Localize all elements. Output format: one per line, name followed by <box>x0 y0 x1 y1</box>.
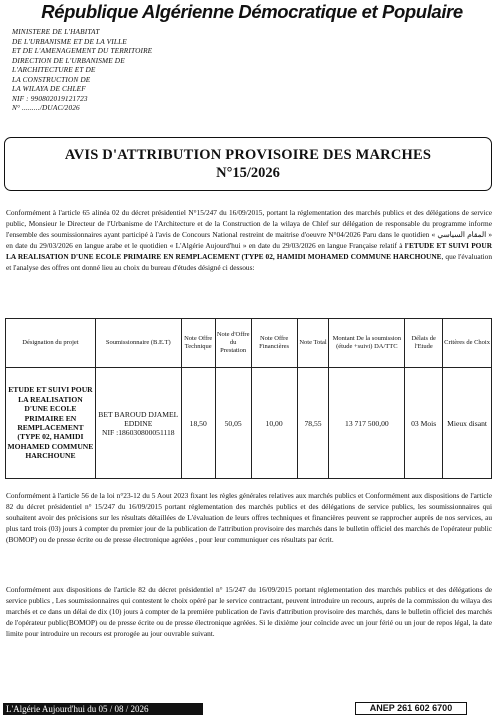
paragraph-recours <box>6 584 492 639</box>
bidder-name: BET BAROUD DJAMEL EDDINE <box>98 409 179 428</box>
header-criteres: Critères de Choix <box>443 319 492 368</box>
ministry-line: L'ARCHITECTURE ET DE <box>12 65 96 74</box>
header-note-total: Note Total <box>297 319 329 368</box>
header-bidder: Soumissionnaire (B.E.T) <box>95 319 181 368</box>
cell-delais: 03 Mois <box>405 368 443 479</box>
ministry-line: DIRECTION DE L'URBANISME DE <box>12 55 125 65</box>
cell-project: ETUDE ET SUIVI POUR LA REALISATION D'UNE ECOLE PRIMAIRE EN REMPLACEMENT (TYPE 02, HAMIDI MOHAMED COMMUNE HARCHOUNE <box>6 368 96 479</box>
cell-note-total: 78,55 <box>297 368 329 479</box>
table-header-row <box>6 319 492 368</box>
header-delais: Délais de l'Etude <box>405 319 443 368</box>
header-note-prestation: Note d'Offre du Prestation <box>215 319 251 368</box>
notice-title: AVIS D'ATTRIBUTION PROVISOIRE DES MARCHES <box>64 147 432 163</box>
header-note-technique: Note Offre Technique <box>181 319 215 368</box>
paragraph-precisions <box>6 490 492 545</box>
award-table <box>5 318 492 479</box>
ministry-block <box>12 27 252 113</box>
notice-number: N°15/2026 <box>216 165 280 181</box>
newspaper-date-banner: L'Algérie Aujourd'hui du 05 / 08 / 2026 <box>3 703 203 715</box>
country-heading: République Algérienne Démocratique et Populaire <box>41 1 463 22</box>
intro-text-a: Conformément à l'article 65 alinéa 02 du décret présidentiel N°15/247 du 16/09/2015, portant la réglementation des marchés publics et des délégations de service public, Monsieur le Directeur de l'Urbanisme de l'Architecture et de la Construction de la wilaya de Chlef sur délégation de responsable du programme informe l'ensemble des soumissionnaires ayant participé à l'avis de Concours National restreint de maitrise d'oeuvre N°04/2026 Paru dans le quotidien « المقام السياسي » en date du 29/03/2026 en langue arabe et le quotidien « L'Algérie Aujourd'hui » en date du 29/03/2026 en langue Française relatif à <box>6 208 492 251</box>
table-row <box>6 368 492 479</box>
ministry-line: LA CONSTRUCTION DE <box>12 74 91 84</box>
cell-note-technique: 18,50 <box>181 368 215 479</box>
notice-title-box <box>4 137 492 191</box>
ministry-line: LA WILAYA DE CHLEF <box>12 84 86 93</box>
intro-text-b: , que l'évaluation et l'analyse des offres ont donné lieu au choix du bureau d'études désigné ci dessous: <box>6 252 493 273</box>
anep-reference: ANEP 261 602 6700 <box>355 702 467 715</box>
ministry-nif: NIF : 990802019121723 <box>12 93 88 103</box>
ministry-reference: N° ........./DUAC/2026 <box>12 103 80 112</box>
header-montant: Montant De la soumission (étude +suivi) DA/TTC <box>329 319 405 368</box>
ministry-line: ET DE L'AMENAGEMENT DU TERRITOIRE <box>12 46 153 55</box>
bidder-nif: NIF :186030800051118 <box>101 427 175 437</box>
header-designation: Désignation du projet <box>6 319 96 368</box>
cell-criteres: Mieux disant <box>443 368 492 479</box>
ministry-line: DE L'URBANISME ET DE LA VILLE <box>12 36 127 46</box>
cell-montant: 13 717 500,00 <box>329 368 405 479</box>
cell-note-prestation: 50,05 <box>215 368 251 479</box>
paragraph-precisions-text: Conformément à l'article 56 de la loi n°23-12 du 5 Aout 2023 fixant les règles générales relatives aux marchés publics et Conformément aux dispositions de l'article 82 du décret présidentiel n° 15/247 du 16/09/2015 portant réglementation des marchés publics et des délégations de service publics, les soumissionnaires qui souhaitent avoir des précisions sur les résultats détaillées de L'évaluation de leurs offres techniques et financières peuvent se rapprocher auprès de nos services, au plus tard trois (03) jours à compter du premier jour de la publication de l'attribution provisoire des marchés dans le bulletin officiel des marchés de l'opérateur public (BOMOP) ou de presse écrite ou de presse électronique agréées , pour leur communiquer ces résultats par écrit. <box>6 491 492 544</box>
paragraph-recours-text: Conformément aux dispositions de l'article 82 du décret présidentiel n° 15/247 du 16/09/2015 portant réglementation des marchés publics et des délégations de service publics , Les soumissionnaires qui contestent le choix opéré par le service contractant, peuvent introduire un recours, auprès de la commission du wilaya des marchés et ce dans un délai de dix (10) jours à compter de la première publication de l'avis d'attribution provisoire des marchés, dans le bulletin officiel des marchés de l'opérateur public(BOMOP) ou de presse écrite ou de presse électronique agréées. Si le dixième jour coïncide avec un jour férié ou un jour de repos légal, la date limite pour introduire un recours est prorogée au jour ouvrable suivant. <box>6 585 492 638</box>
header-note-financiere: Note Offre Financières <box>251 319 297 368</box>
ministry-line: MINISTERE DE L'HABITAT <box>12 27 100 36</box>
cell-bidder <box>95 368 181 479</box>
intro-paragraph <box>6 207 492 274</box>
intro-project-name: l'ETUDE ET SUIVI POUR LA REALISATION D'UNE ECOLE PRIMAIRE EN REMPLACEMENT (TYPE 02, HAMIDI MOHAMED COMMUNE HARCHOUNE <box>6 241 493 262</box>
cell-note-financiere: 10,00 <box>251 368 297 479</box>
